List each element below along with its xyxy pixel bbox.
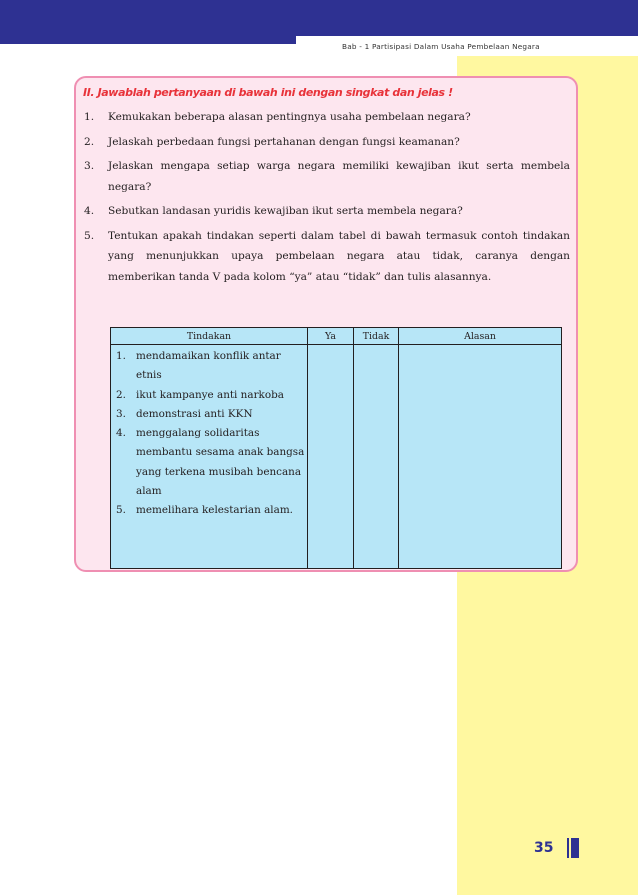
action-item (116, 424, 307, 501)
action-number: 3. (116, 407, 126, 420)
header-alasan: Alasan (399, 328, 562, 345)
question-item (84, 201, 570, 222)
question-text: Sebutkan landasan yuridis kewajiban ikut serta membela negara? (108, 205, 463, 217)
action-text: memelihara kelestarian alam. (136, 504, 293, 517)
question-number: 3. (84, 160, 95, 172)
action-number: 1. (116, 350, 126, 362)
action-table (110, 327, 562, 569)
header-tindakan: Tindakan (111, 328, 308, 345)
action-text: ikut kampanye anti narkoba (136, 388, 284, 401)
header-tidak: Tidak (354, 328, 399, 345)
header-ya: Ya (308, 328, 354, 345)
alasan-cell[interactable] (399, 345, 562, 569)
question-number: 5. (84, 229, 95, 242)
tidak-cell[interactable] (354, 345, 399, 569)
question-item (84, 156, 570, 197)
section-title: II. Jawablah pertanyaan di bawah ini dengan singkat dan jelas ! (83, 86, 453, 99)
question-text: Kemukakan beberapa alasan pentingnya usaha pembelaan negara? (108, 111, 471, 123)
question-number: 1. (84, 111, 95, 123)
chapter-title: Bab - 1 Partisipasi Dalam Usaha Pembelaan Negara (342, 41, 540, 51)
action-item (116, 386, 307, 405)
action-number: 2. (116, 388, 126, 401)
ya-cell[interactable] (308, 345, 354, 569)
question-number: 4. (84, 205, 95, 217)
question-item (84, 226, 570, 288)
action-item (116, 501, 307, 520)
action-text: menggalang solidaritas membantu sesama anak bangsa yang terkena musibah bencana alam (136, 427, 305, 498)
action-text: mendamaikan konflik antar etnis (136, 350, 281, 382)
action-item (116, 405, 307, 424)
page-marker-thick-bar (571, 838, 579, 858)
action-text: demonstrasi anti KKN (136, 407, 253, 420)
table-row (111, 345, 562, 569)
chapter-header (296, 36, 638, 56)
table-header-row (111, 328, 562, 345)
tindakan-cell (111, 345, 308, 569)
page-number: 35 (534, 840, 554, 856)
action-number: 5. (116, 504, 126, 517)
action-number: 4. (116, 427, 126, 440)
action-list (111, 345, 307, 521)
page-marker-thin-bar (567, 838, 569, 858)
question-text: Jelaskah perbedaan fungsi pertahanan dengan fungsi keamanan? (108, 135, 460, 148)
page-marker-icon (567, 838, 579, 858)
question-item (84, 107, 570, 128)
question-item (84, 132, 570, 153)
question-number: 2. (84, 135, 95, 148)
question-text: Jelaskan mengapa setiap warga negara memiliki kewajiban ikut serta membela negara? (108, 160, 570, 193)
action-item (116, 347, 307, 386)
question-text: Tentukan apakah tindakan seperti dalam tabel di bawah termasuk contoh tindakan yang menunjukkan upaya pembelaan negara atau tidak, caranya dengan memberikan tanda V pada kolom “ya” atau “tidak” dan tulis alasannya. (108, 229, 570, 283)
question-list (84, 107, 570, 291)
